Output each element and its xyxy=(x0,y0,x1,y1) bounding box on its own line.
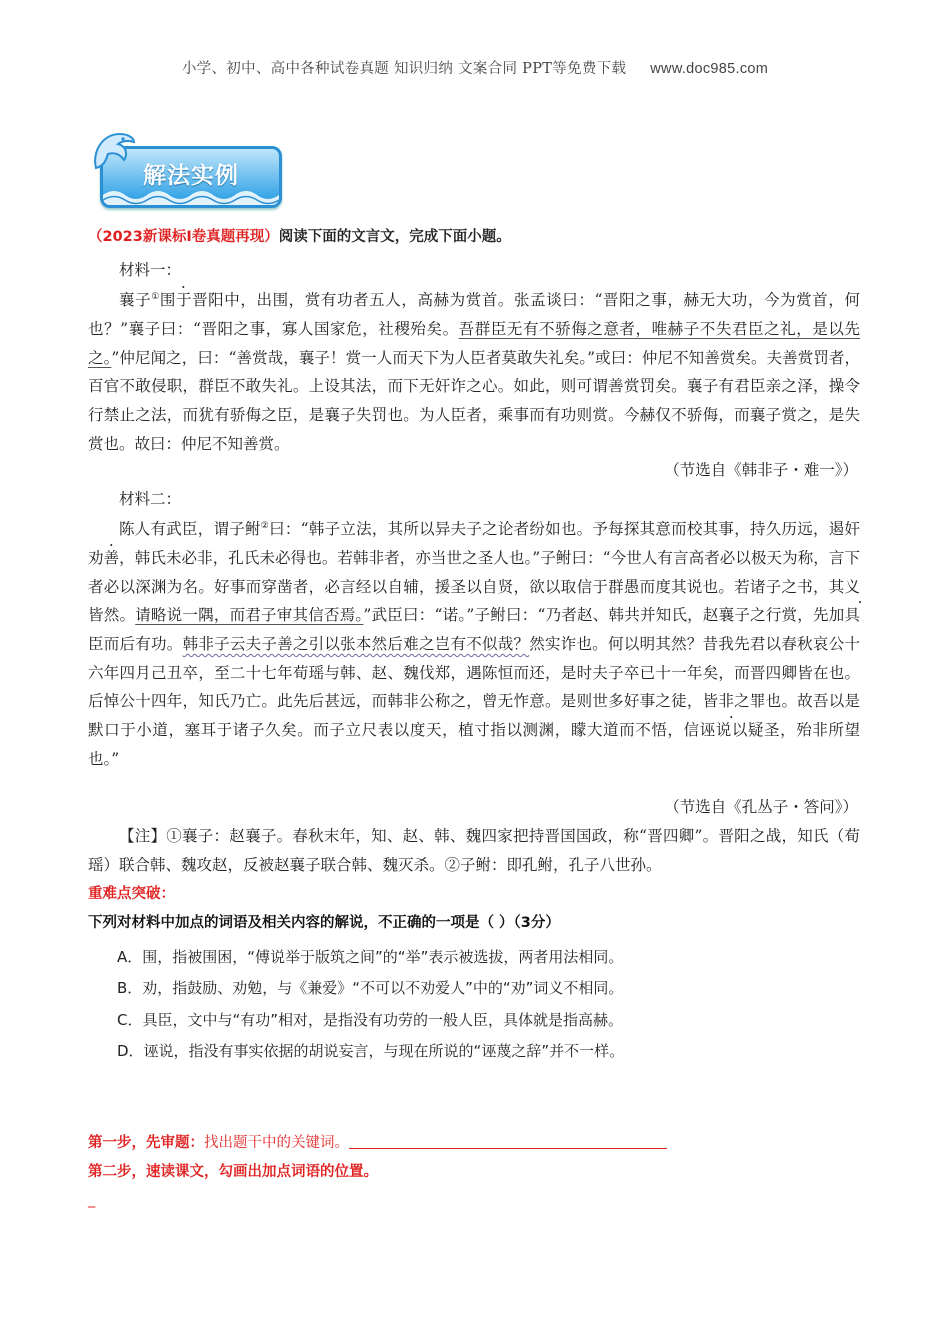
option-c: C．具臣，文中与“有功”相对，是指没有功劳的一般人臣，具体就是指高赫。 xyxy=(117,1011,624,1029)
m1-seg-b: 于晋阳中，出围，赏有功者五人，高赫为赏首。张孟谈曰：“晋阳之事，赫无大功，今为赏首，何也？”襄子曰：“晋阳之事，寡人国家危，社稷殆矣。 xyxy=(88,291,860,338)
dot-word-quan: 劝 xyxy=(88,548,104,567)
header-site: www.doc985.com xyxy=(650,61,769,77)
trailing-mark: _ xyxy=(88,1192,96,1208)
m2-seg-d: ”武臣曰：“诺。”子鲋曰：“乃者赵、韩共并知氏，赵襄子之行赏，先加 xyxy=(363,606,845,625)
step1-label: 第一步，先审题： xyxy=(88,1135,204,1151)
m1-seg-a: 襄子 xyxy=(119,291,152,310)
step1-text: 找出题干中的关键词。 xyxy=(204,1135,349,1151)
question-source: （2023新课标I卷真题再现） xyxy=(88,229,279,245)
m2-seg-f: 然实诈也。何以明其然？昔我先君以春秋哀公十六年四月己丑卒，至二十七年荀瑶与韩、赵、魏伐郑，遇陈恒而还，是时夫子卒已十一年矣，而晋四卿皆在也。后悼公十四年，知氏乃亡。此先后甚远，而韩非公称之，曾无怍意。是则世多好事之徒，皆非之罪也。故吾以是默口于小道，塞耳于诸子久矣。而子立尺表以度天，植寸指以测渊，矇大道而不悟，信 xyxy=(88,634,860,740)
material1-label: 材料一： xyxy=(119,261,182,279)
m2-seg-c: 善，韩氏未必非，孔氏未必得也。若韩非者，亦当世之圣人也。”子鲋曰：“今世人有言高者必以极天为称，言下者必以深渊为名。好事而穿凿者，必言经以自辅，援圣以自贤，欲以取信于群愚而度其说也。若诸子之书，其义皆然。 xyxy=(88,548,860,625)
note1-marker: ① xyxy=(151,292,160,302)
question-stem: 下列对材料中加点的词语及相关内容的解说，不正确的一项是（ ）（3分） xyxy=(88,915,560,931)
dot-word-wushuo: 诬说 xyxy=(699,721,732,740)
note2-marker: ② xyxy=(260,521,270,531)
m1-seg-c: ”仲尼闻之，曰：“善赏哉，襄子！赏一人而天下为人臣者莫敢失礼矣。”或曰：仲尼不知善赏矣。夫善赏罚者，百官不敢侵职，群臣不敢失礼。上设其法，而下无奸诈之心。如此，则可谓善赏罚矣。襄子有君臣亲之泽，操令行禁止之法，而犹有骄侮之臣，是襄子失罚也。为人臣者，乘事而有功则赏。今赫仅不骄侮，而襄子赏之，是失赏也。故曰：仲尼不知善赏。 xyxy=(88,348,860,453)
badge-label: 解法实例 xyxy=(143,163,239,189)
dot-word-wei: 围 xyxy=(159,291,176,310)
m2-wavy-sentence: 韩非子云夫子善之引以张本然后难之岂有不似哉？ xyxy=(182,634,530,653)
step2: 第二步，速读课文，勾画出加点词语的位置。 xyxy=(88,1164,378,1180)
header-text: 小学、初中、高中各种试卷真题 知识归纳 文案合同 PPT等免费下载 xyxy=(181,61,627,77)
question-instruction: 阅读下面的文言文，完成下面小题。 xyxy=(278,229,511,245)
dolphin-icon xyxy=(90,128,136,178)
material2-label: 材料二： xyxy=(119,490,182,508)
m1-underlined-sentence: 吾群臣无有不骄侮之意者，唯赫子不失君臣之礼，是以先之。 xyxy=(88,319,860,367)
page-header xyxy=(0,57,950,78)
material2-source: （节选自《孔丛子・答问》） xyxy=(664,798,858,816)
dot-word-juchen: 具臣 xyxy=(88,606,860,653)
option-b: B．劝，指鼓励、劝勉，与《兼爱》“不可以不劝爱人”中的“劝”词义不相同。 xyxy=(117,979,624,997)
m2-underlined-sentence: 请略说一隅，而君子审其信否焉。 xyxy=(135,606,364,625)
m2-seg-g: 以疑圣，殆非所望也。” xyxy=(88,721,860,768)
option-d: D．诬说，指没有事实依据的胡说妄言，与现在所说的“诬蔑之辞”并不一样。 xyxy=(117,1042,625,1060)
option-a: A．围，指被围困，“傅说举于版筑之间”的“举”表示被选拔，两者用法相同。 xyxy=(117,948,624,966)
breakthrough-label: 重难点突破： xyxy=(88,886,175,902)
question-title xyxy=(88,225,860,246)
material1-source: （节选自《韩非子・难一》） xyxy=(664,461,858,479)
m2-seg-e: 而后有功。 xyxy=(103,634,183,653)
notes: 【注】①襄子：赵襄子。春秋末年，知、赵、韩、魏四家把持晋国国政，称“晋四卿”。晋阳之战，知氏（荀瑶）联合韩、魏攻赵，反被赵襄子联合韩、魏灭杀。②子鲋：即孔鲋，孔子八世孙。 xyxy=(88,827,860,874)
material2-text xyxy=(88,512,860,773)
step1 xyxy=(88,1131,667,1152)
m2-seg-a: 陈人有武臣，谓子鲋 xyxy=(119,520,261,539)
m2-seg-b: 曰：“韩子立法，其所以异夫子之论者纷如也。予每探其意而校其事，持久历远，遏奸 xyxy=(269,520,860,539)
step1-blank[interactable] xyxy=(349,1148,667,1149)
section-badge xyxy=(92,128,282,208)
material1-text xyxy=(88,283,860,458)
